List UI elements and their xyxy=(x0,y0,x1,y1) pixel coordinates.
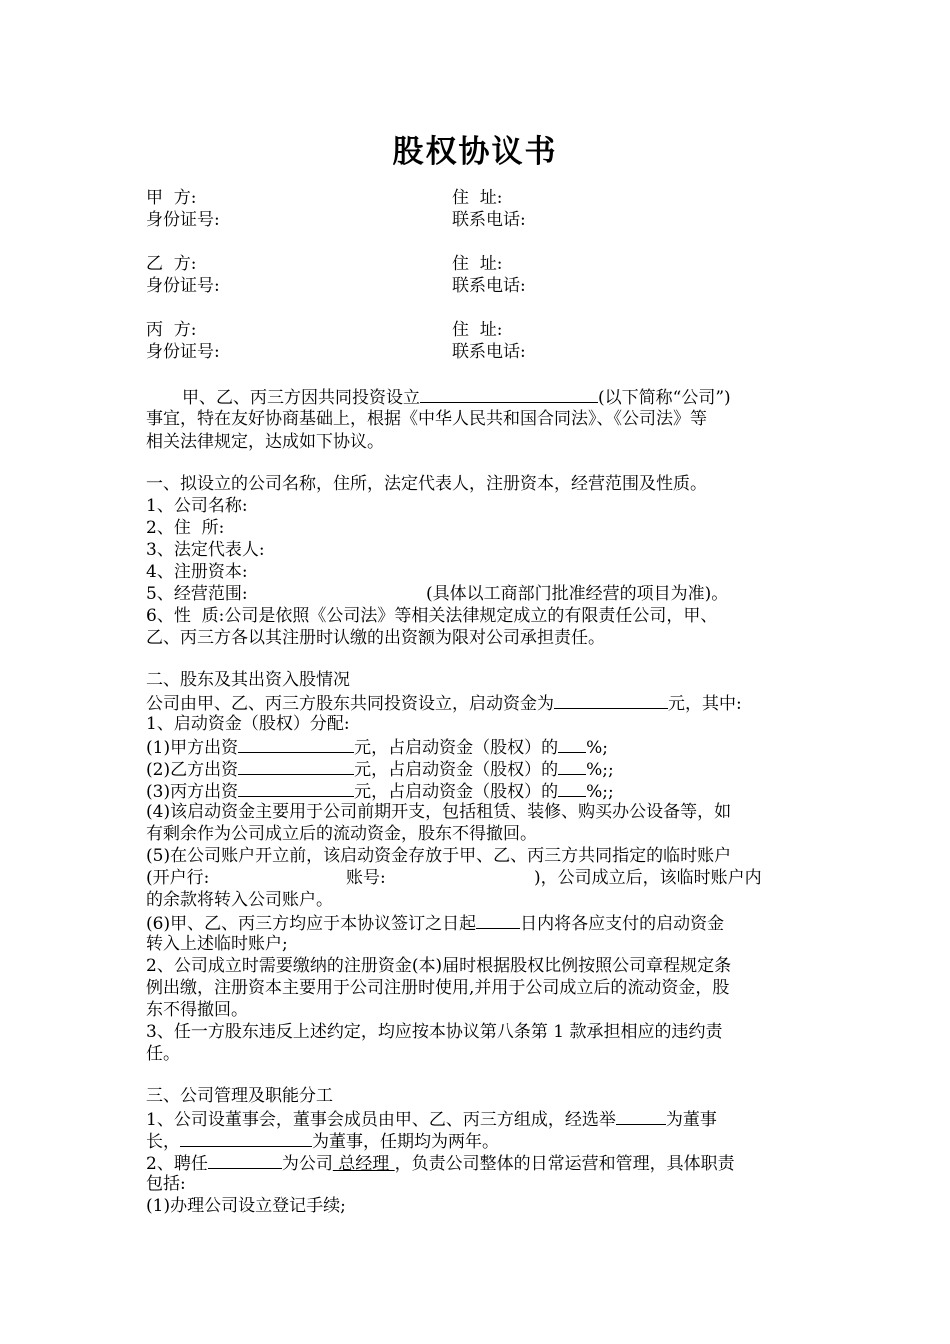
s3-para-1-line-2: 长， 为董事，任期均为两年。 xyxy=(146,1132,499,1152)
party-b-phone-label: 联系电话: xyxy=(452,276,526,296)
s2-alloc-5-line-3: 的余款将转入公司账户。 xyxy=(146,890,333,910)
party-c-id-label: 身份证号: xyxy=(146,342,220,362)
s1-item-5-label: 5、经营范围: xyxy=(146,584,248,604)
party-b-address-label: 住 址: xyxy=(452,254,503,274)
intro-line-2: 事宜，特在友好协商基础上，根据《中华人民共和国合同法》、《公司法》等 xyxy=(146,409,707,429)
s2-alloc-5-tail: )，公司成立后，该临时账户内 xyxy=(534,868,762,888)
s2-para-2: 1、启动资金（股权）分配: xyxy=(146,714,350,734)
party-a-phone-label: 联系电话: xyxy=(452,210,526,230)
s2-alloc-c: (3)丙方出资 元，占启动资金（股权）的 %;; xyxy=(146,782,614,802)
s2-alloc-6-line-2: 转入上述临时账户; xyxy=(146,934,288,954)
s2-alloc-6-line-1: (6)甲、乙、丙三方均应于本协议签订之日起 日内将各应支付的启动资金 xyxy=(146,914,725,934)
party-c-label: 丙 方: xyxy=(146,320,197,340)
s1-item-3: 3、法定代表人: xyxy=(146,540,265,560)
party-a-id-label: 身份证号: xyxy=(146,210,220,230)
s2-alloc-5-line-1: (5)在公司账户开立前，该启动资金存放于甲、乙、丙三方共同指定的临时账户 xyxy=(146,846,732,866)
s2-para-4-line-1: 3、任一方股东违反上述约定，均应按本协议第八条第 1 款承担相应的违约责 xyxy=(146,1022,723,1042)
s1-item-4: 4、注册资本: xyxy=(146,562,248,582)
s3-para-2-line-2: 包括: xyxy=(146,1174,186,1194)
section-1-heading: 一、拟设立的公司名称，住所，法定代表人，注册资本，经营范围及性质。 xyxy=(146,474,707,494)
party-b-label: 乙 方: xyxy=(146,254,197,274)
s2-alloc-4-line-2: 有剩余作为公司成立后的流动资金，股东不得撤回。 xyxy=(146,824,537,844)
s1-item-6-line-2: 乙、丙三方各以其注册时认缴的出资额为限对公司承担责任。 xyxy=(146,628,605,648)
s3-para-2-line-1: 2、聘任 为公司 总经理 ，负责公司整体的日常运营和管理，具体职责 xyxy=(146,1154,735,1174)
s2-alloc-a: (1)甲方出资 元，占启动资金（股权）的 %; xyxy=(146,738,608,758)
s2-para-1: 公司由甲、乙、丙三方股东共同投资设立，启动资金为 元，其中: xyxy=(146,694,742,714)
s2-alloc-5-account: 账号: xyxy=(346,868,386,888)
party-c-phone-label: 联系电话: xyxy=(452,342,526,362)
s3-para-3: (1)办理公司设立登记手续; xyxy=(146,1196,346,1216)
s2-para-3-line-3: 东不得撤回。 xyxy=(146,1000,248,1020)
intro-line-1: 甲、乙、丙三方因共同投资设立 (以下简称“公司”) xyxy=(182,388,731,408)
s1-item-5-note: (具体以工商部门批准经营的项目为准)。 xyxy=(426,584,729,604)
s2-para-3-line-1: 2、公司成立时需要缴纳的注册资金(本)届时根据股权比例按照公司章程规定条 xyxy=(146,956,732,976)
s2-para-3-line-2: 例出缴，注册资本主要用于公司注册时使用,并用于公司成立后的流动资金，股 xyxy=(146,978,730,998)
s1-item-1: 1、公司名称: xyxy=(146,496,248,516)
s3-para-1-line-1: 1、公司设董事会，董事会成员由甲、乙、丙三方组成，经选举 为董事 xyxy=(146,1110,717,1130)
s2-alloc-b: (2)乙方出资 元，占启动资金（股权）的 %;; xyxy=(146,760,614,780)
s1-item-6-line-1: 6、性 质:公司是依照《公司法》等相关法律规定成立的有限责任公司，甲、 xyxy=(146,606,718,626)
s2-alloc-4-line-1: (4)该启动资金主要用于公司前期开支，包括租赁、装修、购买办公设备等，如 xyxy=(146,802,732,822)
s2-alloc-5-bank: (开户行: xyxy=(146,868,210,888)
party-a-label: 甲 方: xyxy=(146,188,197,208)
document-title: 股权协议书 xyxy=(392,134,558,170)
party-b-id-label: 身份证号: xyxy=(146,276,220,296)
section-2-heading: 二、股东及其出资入股情况 xyxy=(146,670,350,690)
party-c-address-label: 住 址: xyxy=(452,320,503,340)
s1-item-2: 2、住 所: xyxy=(146,518,225,538)
section-3-heading: 三、公司管理及职能分工 xyxy=(146,1086,333,1106)
s2-para-4-line-2: 任。 xyxy=(146,1044,180,1064)
party-a-address-label: 住 址: xyxy=(452,188,503,208)
intro-line-3: 相关法律规定，达成如下协议。 xyxy=(146,432,384,452)
